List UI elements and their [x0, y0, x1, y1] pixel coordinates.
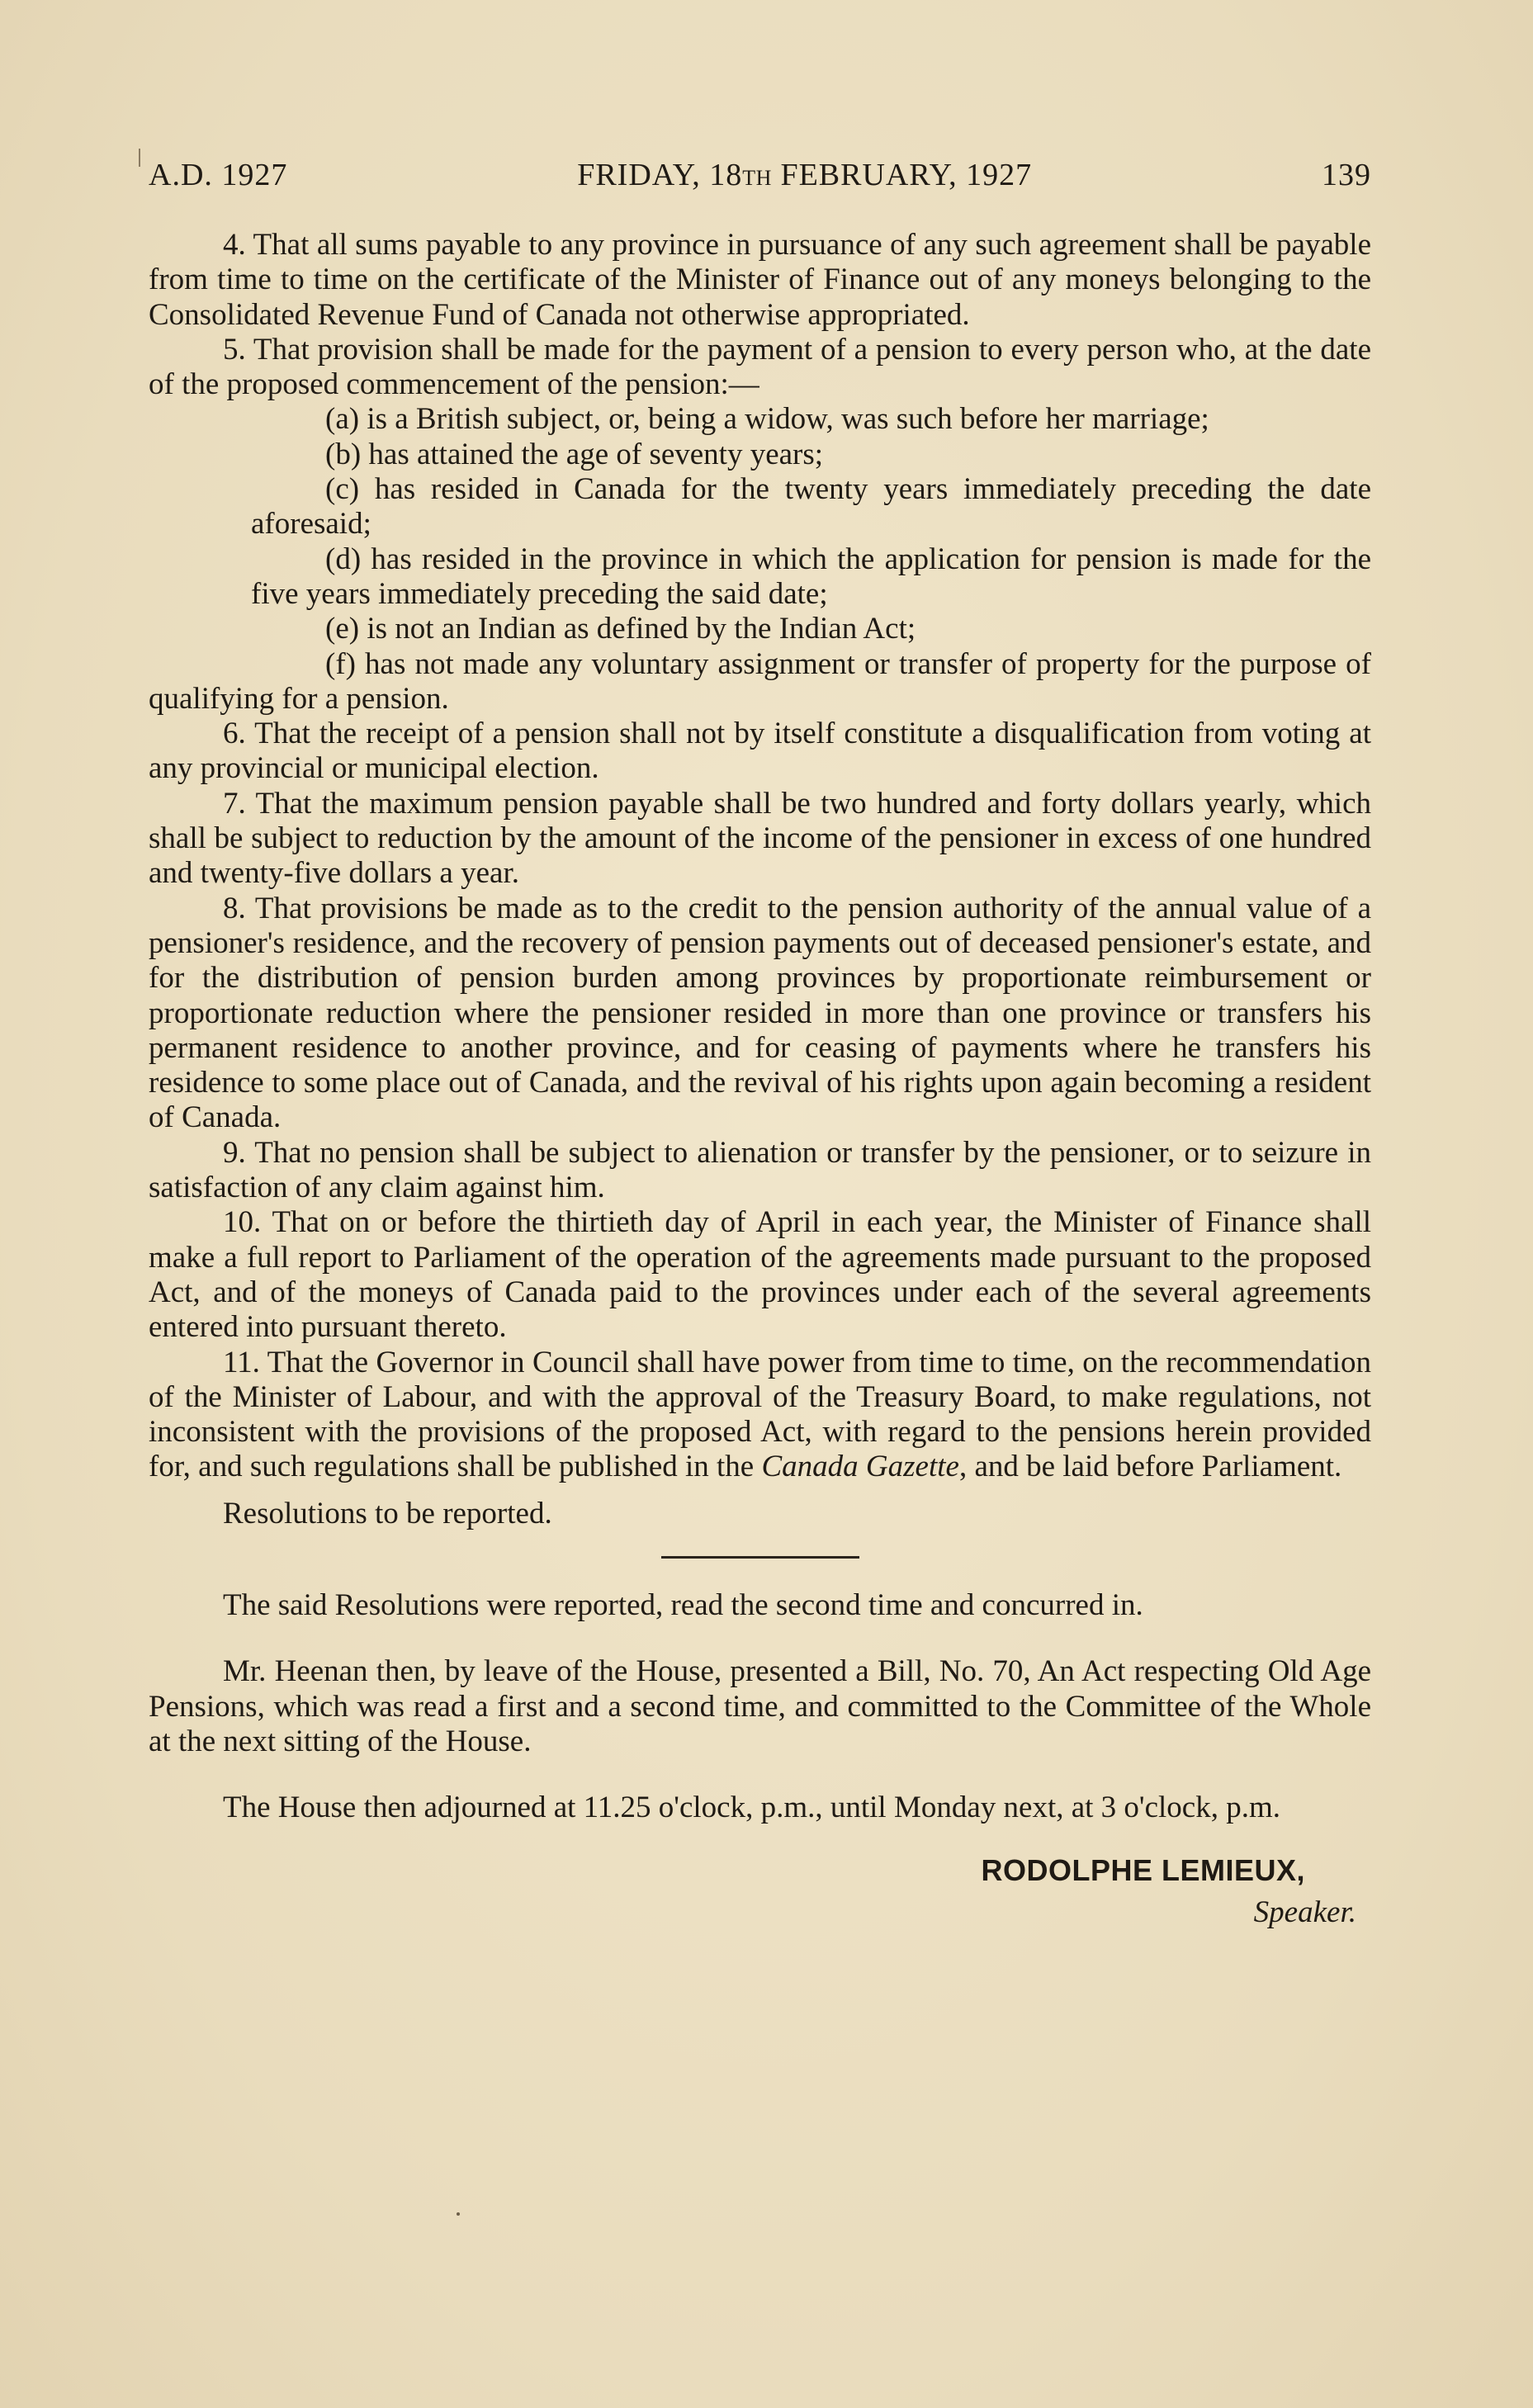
resolution-6: 6. That the receipt of a pension shall not by itself constitute a disqualification from voting at any provincial or municipal election. — [149, 717, 1371, 786]
bill-presented: Mr. Heenan then, by leave of the House, presented a Bill, No. 70, An Act respecting Old Age Pensions, which was read a first and a second time, and committed to the Committee of the Whole at the next sitting of the House. — [149, 1654, 1371, 1758]
condition-a: (a) is a British subject, or, being a widow, was such before her marriage; — [325, 402, 1209, 437]
running-header — [149, 157, 1371, 193]
resolutions-body — [149, 228, 1371, 1930]
speaker-title: Speaker. — [1253, 1895, 1356, 1929]
house-adjourned: The House then adjourned at 11.25 o'clock, p.m., until Monday next, at 3 o'clock, p.m. — [223, 1791, 1280, 1825]
header-date-post: FEBRUARY, 1927 — [771, 158, 1033, 192]
page-number: 139 — [1321, 158, 1371, 192]
resolution-11-end: , and be laid before Parliament. — [958, 1450, 1342, 1484]
header-date — [577, 157, 1032, 193]
resolution-5: 5. That provision shall be made for the payment of a pension to every person who, at the date of the proposed commencement of the pension:— — [149, 332, 1371, 402]
resolutions-reported-note: Resolutions to be reported. — [223, 1496, 552, 1530]
resolution-8: 8. That provisions be made as to the credit to the pension authority of the annual value of a pensioner's residence, and the recovery of pension payments out of deceased pensioner's estate, and for the distribution of pension burden among provinces by proportionate reimbursement or proportionate reduction where the pensioner resided in more than one province or transfers his permanent residence to another province, and for ceasing of payments where he transfers his residence to some place out of Canada, and the revival of his rights upon again becoming a resident of Canada. — [149, 891, 1371, 1135]
speaker-name: RODOLPHE LEMIEUX, — [981, 1853, 1305, 1888]
condition-d: (d) has resided in the province in which the application for pension is made for the five years immediately preceding the said date; — [251, 542, 1371, 611]
margin-tick-mark — [139, 149, 140, 167]
resolution-4: 4. That all sums payable to any province in pursuance of any such agreement shall be payable from time to time on the certificate of the Minister of Finance out of any moneys belonging to the Consolidated Revenue Fund of Canada not otherwise appropriated. — [149, 228, 1371, 332]
resolution-10: 10. That on or before the thirtieth day of April in each year, the Minister of Finance shall make a full report to Parliament of the operation of the agreements made pursuant to the proposed Act, and of the moneys of Canada paid to the provinces under each of the several agreements entered into pursuant thereto. — [149, 1205, 1371, 1345]
section-divider — [661, 1556, 859, 1559]
resolution-11 — [149, 1346, 1371, 1485]
condition-b: (b) has attained the age of seventy years; — [325, 437, 824, 471]
header-date-pre: FRIDAY, 18 — [577, 158, 743, 192]
condition-c: (c) has resided in Canada for the twenty years immediately preceding the date aforesaid; — [251, 472, 1371, 542]
canada-gazette-title: Canada Gazette — [761, 1450, 959, 1484]
header-year: A.D. 1927 — [149, 158, 288, 192]
resolution-7: 7. That the maximum pension payable shall be two hundred and forty dollars yearly, which shall be subject to reduction by the amount of the income of the pensioner in excess of one hundred and twenty-five dollars a year. — [149, 786, 1371, 891]
margin-dot — [457, 2212, 460, 2216]
resolutions-concurred: The said Resolutions were reported, read the second time and concurred in. — [223, 1587, 1143, 1622]
condition-f: (f) has not made any voluntary assignment or transfer of property for the purpose of qualifying for a pension. — [149, 646, 1371, 716]
resolution-9: 9. That no pension shall be subject to alienation or transfer by the pensioner, or to seizure in satisfaction of any claim against him. — [149, 1135, 1371, 1205]
header-date-ordinal: TH — [742, 166, 772, 190]
condition-e: (e) is not an Indian as defined by the Indian Act; — [325, 612, 916, 646]
resolution-11-text: 11. That the Governor in Council shall have power from time to time, on the recommendation of the Minister of Labour, and with the approval of the Treasury Board, to make regulations, not inconsistent with the provisions of the proposed Act, with regard to the pensions herein provided for, and such regulations shall be published in the — [149, 1345, 1371, 1484]
